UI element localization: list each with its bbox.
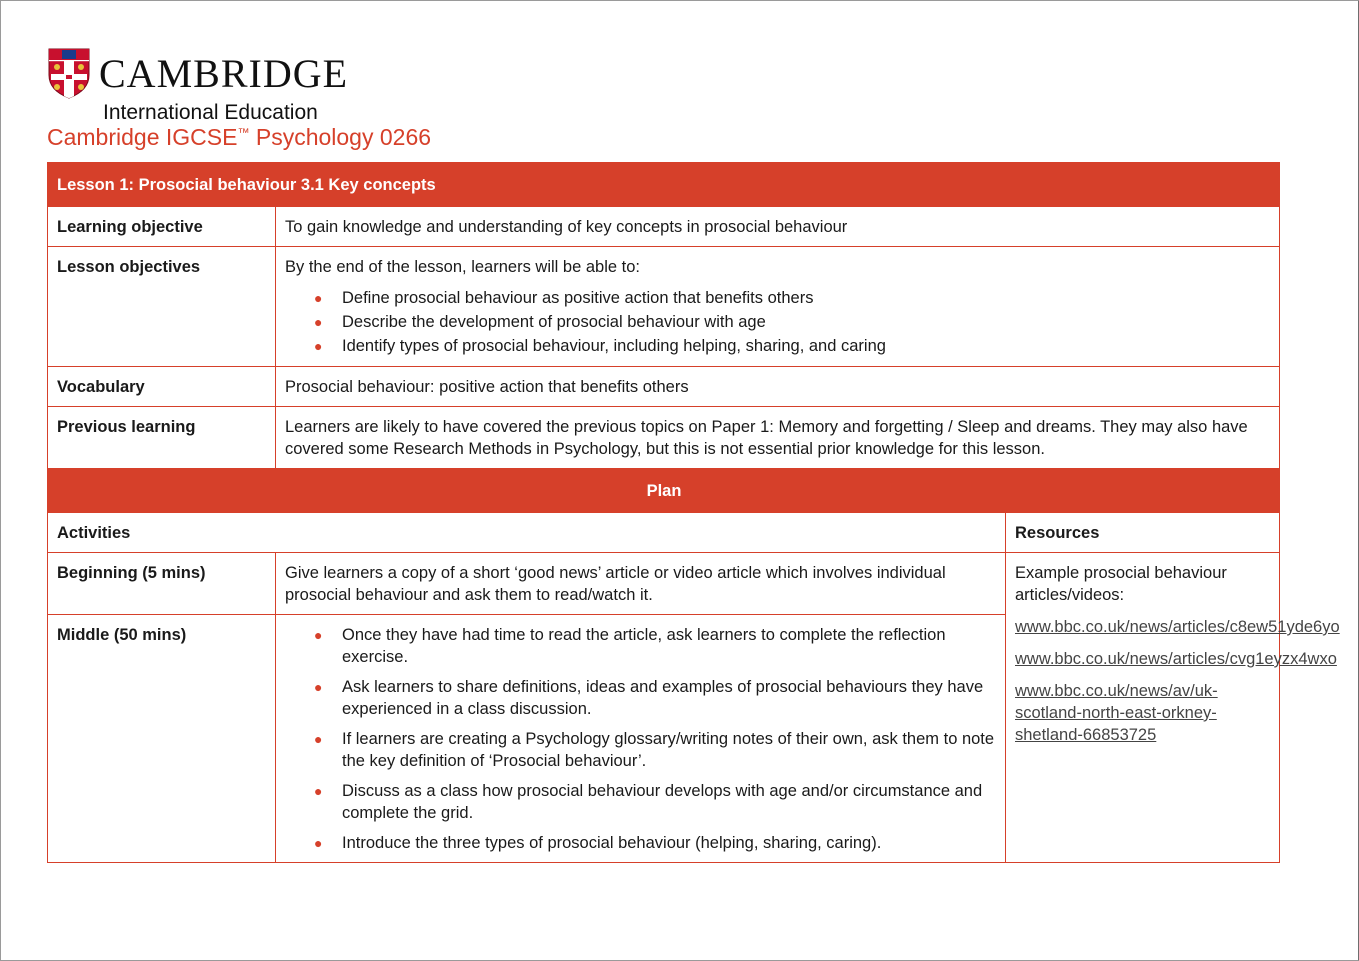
document-header — [47, 47, 348, 125]
vocabulary-text: Prosocial behaviour: positive action that benefits others — [276, 367, 1280, 407]
logo — [47, 47, 348, 99]
table-row — [48, 367, 1280, 407]
bullet-icon: ● — [314, 835, 323, 851]
vocabulary-label: Vocabulary — [48, 367, 276, 407]
bullet-icon: ● — [314, 731, 323, 747]
activities-label: Activities — [48, 513, 1006, 553]
resources-cell — [1006, 553, 1340, 863]
lesson-header: Lesson 1: Prosocial behaviour 3.1 Key concepts — [48, 163, 1280, 207]
beginning-text: Give learners a copy of a short ‘good news’ article or video article which involves individual prosocial behaviour and ask them to read/watch it. — [276, 553, 1006, 615]
list-item-text: Ask learners to share definitions, ideas and examples of prosocial behaviours they have experienced in a class discussion. — [342, 678, 984, 718]
brand-subtitle: International Education — [103, 101, 318, 124]
learning-objective-label: Learning objective — [48, 207, 276, 247]
course-title — [47, 124, 431, 151]
list-item-text: Once they have had time to read the article, ask learners to complete the reflection exercise. — [342, 626, 946, 666]
list-item — [314, 310, 1271, 334]
list-item — [314, 286, 1271, 310]
lesson-header-row — [48, 163, 1280, 207]
resource-link-3[interactable]: www.bbc.co.uk/news/av/uk-scotland-north-east-orkney-shetland-66853725 — [1015, 682, 1218, 744]
resources-intro: Example prosocial behaviour articles/videos: — [1015, 564, 1227, 604]
table-row — [48, 553, 1280, 615]
middle-activities-list — [285, 624, 997, 854]
middle-cell — [276, 615, 1006, 863]
list-item — [314, 780, 997, 824]
bullet-icon: ● — [314, 314, 323, 330]
bullet-icon: ● — [314, 627, 323, 643]
lesson-objectives-cell — [276, 247, 1280, 367]
list-item — [314, 676, 997, 720]
learning-objective-text: To gain knowledge and understanding of key concepts in prosocial behaviour — [276, 207, 1280, 247]
table-row — [48, 407, 1280, 469]
lesson-objectives-intro: By the end of the lesson, learners will be able to: — [285, 258, 640, 276]
course-title-main: Cambridge IGCSE — [47, 124, 238, 150]
plan-header-row — [48, 469, 1280, 513]
previous-learning-text: Learners are likely to have covered the previous topics on Paper 1: Memory and forgetting / Sleep and dreams. They may also have covered some Research Methods in Psychology, but this is not essential prior knowledge for this lesson. — [276, 407, 1280, 469]
list-item-text: Discuss as a class how prosocial behaviour develops with age and/or circumstance and complete the grid. — [342, 782, 983, 822]
table-row — [48, 247, 1280, 367]
middle-label: Middle (50 mins) — [48, 615, 276, 863]
resource-link-1[interactable]: www.bbc.co.uk/news/articles/c8ew51yde6yo — [1015, 618, 1340, 636]
lesson-objectives-label: Lesson objectives — [48, 247, 276, 367]
previous-learning-label: Previous learning — [48, 407, 276, 469]
lesson-objectives-list — [285, 286, 1271, 358]
list-item — [314, 832, 997, 854]
list-item-text: If learners are creating a Psychology glossary/writing notes of their own, ask them to note the key definition of ‘Prosocial behaviour’. — [342, 730, 995, 770]
list-item — [314, 624, 997, 668]
table-row — [48, 513, 1280, 553]
bullet-icon: ● — [314, 338, 323, 354]
list-item-text: Define prosocial behaviour as positive action that benefits others — [342, 289, 814, 307]
lesson-plan-table — [47, 162, 1340, 863]
table-row — [48, 207, 1280, 247]
list-item-text: Introduce the three types of prosocial behaviour (helping, sharing, caring). — [342, 834, 882, 852]
brand-name: CAMBRIDGE — [99, 51, 349, 96]
beginning-label: Beginning (5 mins) — [48, 553, 276, 615]
list-item — [314, 728, 997, 772]
trademark-symbol: ™ — [237, 125, 250, 140]
plan-header: Plan — [48, 469, 1280, 513]
list-item-text: Identify types of prosocial behaviour, including helping, sharing, and caring — [342, 337, 886, 355]
bullet-icon: ● — [314, 783, 323, 799]
cambridge-shield-icon — [47, 47, 91, 99]
bullet-icon: ● — [314, 290, 323, 306]
resources-label: Resources — [1006, 513, 1280, 553]
bullet-icon: ● — [314, 679, 323, 695]
course-title-rest: Psychology 0266 — [249, 124, 432, 150]
list-item-text: Describe the development of prosocial behaviour with age — [342, 313, 766, 331]
list-item — [314, 334, 1271, 358]
resource-link-2[interactable]: www.bbc.co.uk/news/articles/cvg1eyzx4wxo — [1015, 650, 1337, 668]
